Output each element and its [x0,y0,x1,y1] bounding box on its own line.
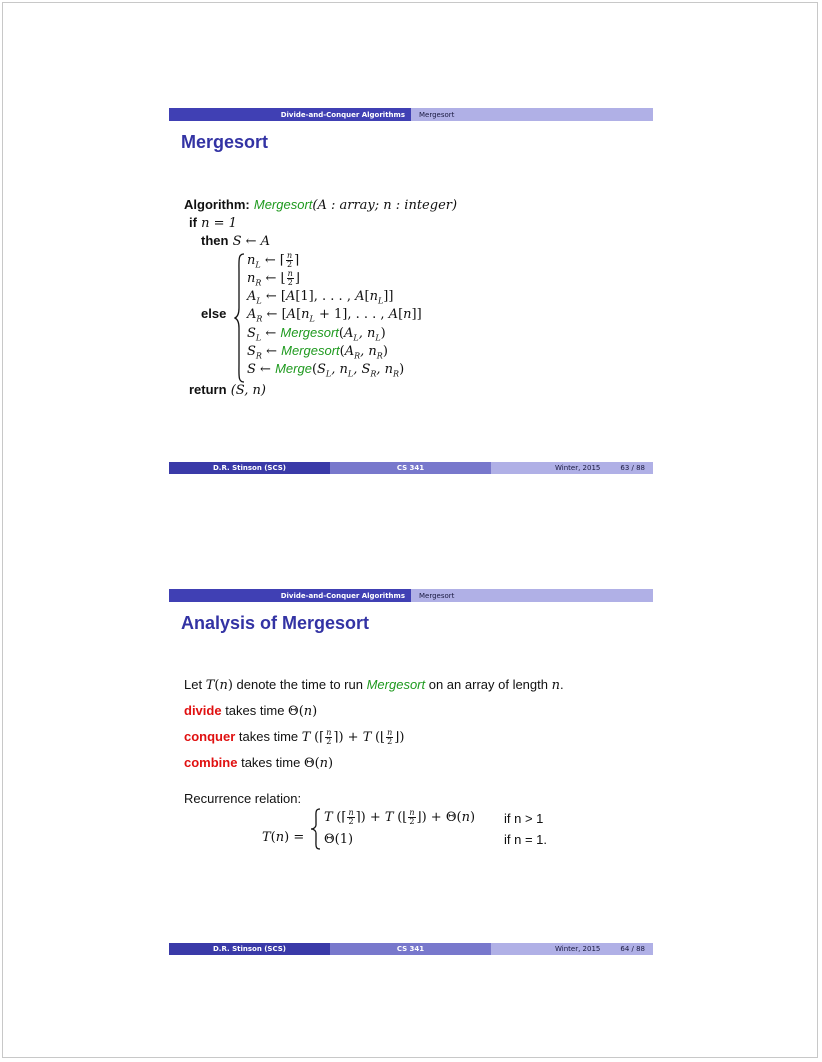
intro-post: on an array of length [425,677,552,692]
recurrence-label: Recurrence relation: [184,791,302,806]
if-condition: n = 1 [201,216,237,231]
conquer-line: conquer takes time T (⌈ $\frac{n}{2}$ ⌉) + T (⌊ $\frac{n}{2}$ ⌋) [184,728,405,747]
call-mergesort-right: Mergesort [281,343,340,358]
footer-info [491,462,653,474]
footer-course: CS 341 [330,943,491,955]
footer-term: Winter, 2015 [555,464,601,472]
slide-title: Mergesort [181,132,269,152]
footer-author: D.R. Stinson (SCS) [169,462,330,474]
footer-page-number: 63 / 88 [620,464,645,472]
return-line [189,381,266,400]
if-line [189,214,237,233]
divide-text: takes time [221,703,289,718]
slide-analysis [169,589,653,955]
algorithm-label: Algorithm: [184,197,250,212]
combine-line: combine takes time Θ(n) [184,755,334,771]
slide-footer [169,462,653,474]
else-stmt-SL: $S_L$ ← $Mergesort(A_L$, $n_L$) [247,325,386,343]
then-statement: S ← A [232,234,271,249]
else-stmt-nL: $n_L$ ← ⌈ $\frac{n}{2}$ ⌉ [247,251,300,270]
return-keyword: return [189,382,227,397]
recurrence-case1: T (⌈ $\frac{n}{2}$ ⌉) + T (⌊ $\frac{n}{2}$ ⌋) + Θ(n) [324,808,476,827]
else-line [201,305,226,324]
intro-mid: denote the time to run [232,677,367,692]
footer-author: D.R. Stinson (SCS) [169,943,330,955]
call-mergesort-left: Mergesort [280,325,339,340]
slide-header [169,589,653,602]
intro-pre: Let [184,677,206,692]
combine-text: takes time [237,755,304,770]
header-subsection: Mergesort [411,108,653,121]
call-merge: Merge [275,361,312,376]
algorithm-signature [184,196,457,215]
intro-line: Let T(n) denote the time to run Mergesort on an array of length n. [184,677,564,693]
recurrence-brace [310,807,322,851]
return-value: (S, n) [230,383,266,398]
recurrence-case2: Θ(1) [324,832,354,847]
algorithm-params: (A : array; n : integer) [312,198,458,213]
header-section: Divide-and-Conquer Algorithms [169,108,411,121]
header-section: Divide-and-Conquer Algorithms [169,589,411,602]
else-keyword: else [201,306,227,321]
slide-footer [169,943,653,955]
else-stmt-SR: $S_R$ ← $Mergesort(A_R$, $n_R$) [247,343,388,361]
else-stmt-AR: $A_R$ ← [$A[n_L + 1]$, . . . , A[n]] [247,307,422,324]
divide-keyword: divide [184,703,222,718]
else-stmt-nR: $n_R$ ← ⌊ $\frac{n}{2}$ ⌋ [247,269,300,288]
conquer-text: takes time [235,729,302,744]
divide-line: divide takes time Θ(n) [184,703,318,719]
footer-info [491,943,653,955]
slide-title: Analysis of Mergesort [181,613,370,633]
then-keyword: then [201,233,229,248]
slide-mergesort [169,108,653,474]
footer-page-number: 64 / 88 [620,945,645,953]
case1-condition: if n > 1 [504,811,544,826]
then-line [201,232,270,251]
header-subsection: Mergesort [411,589,653,602]
intro-fn: Mergesort [366,677,426,692]
case2-condition: if n = 1. [504,832,547,847]
combine-keyword: combine [184,755,238,770]
footer-term: Winter, 2015 [555,945,601,953]
left-brace [234,252,246,384]
algorithm-name: Mergesort [253,197,313,212]
recurrence-lhs: T(n) = [262,830,305,845]
else-stmt-AL: $A_L$ ← [A[1], . . . , $A[n_L]$] [247,289,394,306]
else-stmt-S: S ← $Merge(S_L$, $n_L$, $S_R$, $n_R$) [247,361,405,379]
footer-course: CS 341 [330,462,491,474]
slide-header [169,108,653,121]
if-keyword: if [189,215,197,230]
conquer-keyword: conquer [184,729,236,744]
